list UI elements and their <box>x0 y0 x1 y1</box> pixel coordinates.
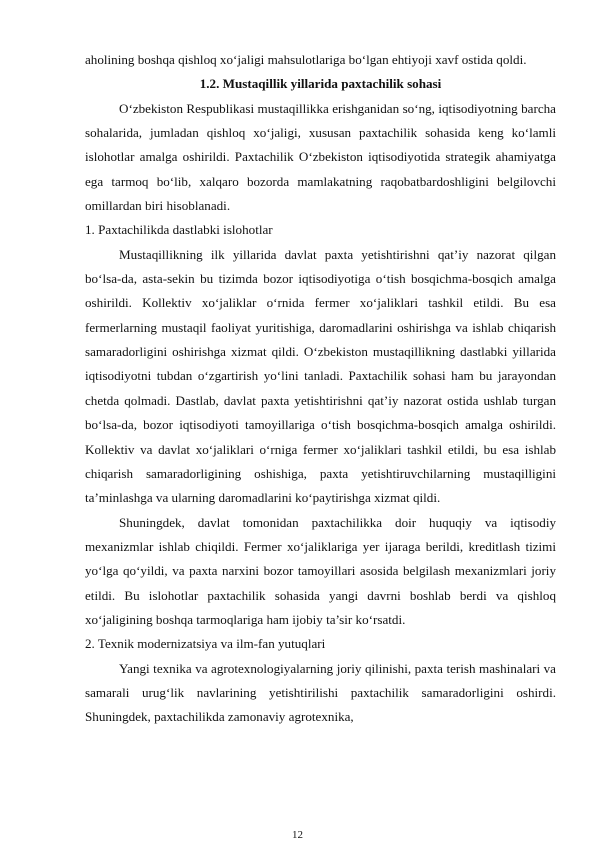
paragraph-mechanisms: Shuningdek, davlat tomonidan paxtachilikka doir huquqiy va iqtisodiy mexanizmlar ishlab chiqildi. Fermer xo‘jaliklariga yer ijaraga berildi, kreditlash tizimi yo‘lga qo‘yildi, va paxta narxini bozor tamoyillari asosida belgilash mexanizmlari joriy etildi. Bu islohotlar paxtachilik sohasida yangi davrni boshlab berdi va qishloq xo‘jaligining boshqa tarmoqlariga ham ijobiy ta’sir ko‘rsatdi. <box>85 514 556 627</box>
section-heading: 1.2. Mustaqillik yillarida paxtachilik sohasi <box>199 76 442 92</box>
page-number: 12 <box>292 829 303 841</box>
paragraph-continuation: aholining boshqa qishloq xo‘jaligi mahsulotlariga bo‘lgan ehtiyoji xavf ostida qoldi. <box>85 52 527 67</box>
subheading-modernization: 2. Texnik modernizatsiya va ilm-fan yutuqlari <box>85 636 326 652</box>
paragraph-intro: O‘zbekiston Respublikasi mustaqillikka erishganidan so‘ng, iqtisodiyotning barcha sohalarida, jumladan qishloq xo‘jaligi, xususan paxtachilik sohasida keng ko‘lamli islohotlar amalga oshirildi. Paxtachilik O‘zbekiston iqtisodiyotida strategik ahamiyatga ega tarmoq bo‘lib, xalqaro bozorda mamlakatning raqobatbardoshligini belgilovchi omillardan biri hisoblanadi. <box>85 100 556 214</box>
paragraph-modernization: Yangi texnika va agrotexnologiyalarning joriy qilinishi, paxta terish mashinalari va samarali urug‘lik navlarining yetishtirilishi paxtachilik samaradorligini oshirdi. Shuningdek, paxtachilikda zamonaviy agrotexnika, <box>85 660 556 725</box>
document-page <box>85 48 556 730</box>
paragraph-reforms: Mustaqillikning ilk yillarida davlat paxta yetishtirishni qat’iy nazorat qilgan bo‘lsa-da, asta-sekin bu tizimda bozor iqtisodiyotiga o‘tish bosqichma-bosqich amalga oshirildi. Kollektiv xo‘jaliklar o‘rnida fermer xo‘jaliklari tashkil etildi. Bu esa fermerlarning mustaqil faoliyat yuritishiga, daromadlarini oshirishga va ishlab chiqarish samaradorligini oshirishga xizmat qildi. O‘zbekiston mustaqillikning dastlabki yillarida iqtisodiyotni tubdan o‘zgartirish yo‘lini tanladi. Paxtachilik sohasi ham bu jarayondan chetda qolmadi. Dastlab, davlat paxta yetishtirishni qat’iy nazorat ostida ushlab turgan bo‘lsa-da, bozor iqtisodiyoti tamoyillariga o‘tish bosqichma-bosqich amalga oshirildi. Kollektiv va davlat xo‘jaliklari o‘rniga fermer xo‘jaliklari tashkil etildi, bu esa ishlab chiqarish samaradorligining oshishiga, paxta yetishtiruvchilarning mustaqilligini ta’minlashga va ularning daromadlarini ko‘paytirishga xizmat qildi. <box>85 246 556 506</box>
subheading-reforms: 1. Paxtachilikda dastlabki islohotlar <box>85 222 273 238</box>
